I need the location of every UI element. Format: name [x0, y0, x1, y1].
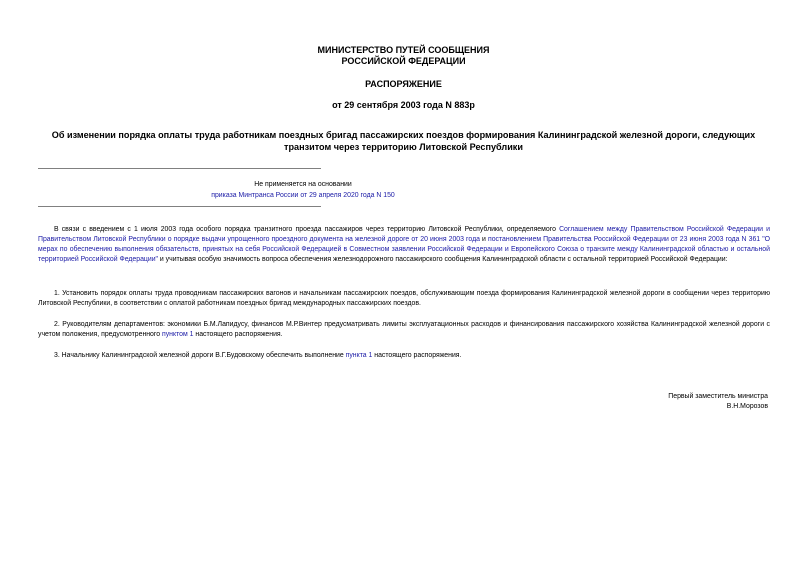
intro-text-3: и учитывая особую значимость вопроса обеспечения железнодорожного пассажирского сообщения Калининградской области с остальной территорией Российской Федерации: — [158, 256, 728, 263]
intro-text-1: В связи с введением с 1 июля 2003 года особого порядка транзитного проезда пассажиров через территорию Литовской Республики, определяемого — [54, 226, 560, 233]
item-2-text-a: 2. Руководителям департаментов: экономики Б.М.Лапидусу, финансов М.Р.Винтер предусматривать лимиты эксплуатационных расходов и финансирования пассажирского хозяйства Калининградской железной дороги с учетом положения, предусмотренного — [38, 321, 770, 338]
document-type: РАСПОРЯЖЕНИЕ — [365, 79, 442, 89]
resolution-link[interactable]: постановлением Правительства Российской Федерации от 23 июня 2003 года N 361 "О мерах по обеспечению выполнения обязательств, принятых на себя Российской Федерацией в Совместном заявлении Российской Федерации и Европейского Союза о транзите между Калининградской областью и остальной территорией Российской Федерации" — [38, 236, 770, 263]
bottom-divider — [38, 206, 321, 207]
item-3-text-a: 3. Начальнику Калининградской железной дороги В.Г.Будовскому обеспечить выполнение — [54, 352, 346, 359]
item-2-paragraph — [38, 320, 770, 340]
item-1-paragraph — [38, 289, 770, 309]
item-2-text-b: настоящего распоряжения. — [193, 331, 283, 338]
item-2-point-link[interactable]: пунктом 1 — [162, 331, 194, 338]
top-divider — [38, 168, 321, 169]
signature-name: В.Н.Морозов — [726, 403, 768, 410]
intro-paragraph — [38, 225, 770, 265]
intro-text-2: и — [479, 236, 488, 243]
document-title: Об изменении порядка оплаты труда работникам поездных бригад пассажирских поездов формирования Калининградской железной дороги, следующих транзитом через территорию Литовской Республики — [51, 130, 756, 152]
status-note-text: Не применяется на основании — [254, 181, 352, 188]
signature-position: Первый заместитель министра — [668, 393, 768, 400]
ministry-name-line1: МИНИСТЕРСТВО ПУТЕЙ СООБЩЕНИЯ — [317, 45, 490, 55]
repeal-order-link[interactable]: приказа Минтранса России от 29 апреля 2020 года N 150 — [211, 192, 395, 199]
agreement-link[interactable]: Соглашением между Правительством Российской Федерации и Правительством Литовской Республики о порядке выдачи упрощенного проездного документа на железной дороге от 20 июня 2003 года — [38, 226, 770, 243]
ministry-name-line2: РОССИЙСКОЙ ФЕДЕРАЦИИ — [341, 56, 466, 66]
item-3-point-link[interactable]: пункта 1 — [345, 352, 373, 359]
status-note-link-row — [38, 190, 568, 201]
item-3-paragraph — [38, 351, 770, 361]
item-1-text: 1. Установить порядок оплаты труда проводникам пассажирских вагонов и начальникам пассажирских поездов, обслуживающим поезда формирования Калининградской железной дороги в сообщении через территорию Литовской Республики, в соответствии с оплатой работникам поездных бригад международных пассажирских поездов. — [38, 290, 770, 307]
document-date-number: от 29 сентября 2003 года N 883р — [332, 100, 475, 110]
item-3-text-b: настоящего распоряжения. — [372, 352, 462, 359]
